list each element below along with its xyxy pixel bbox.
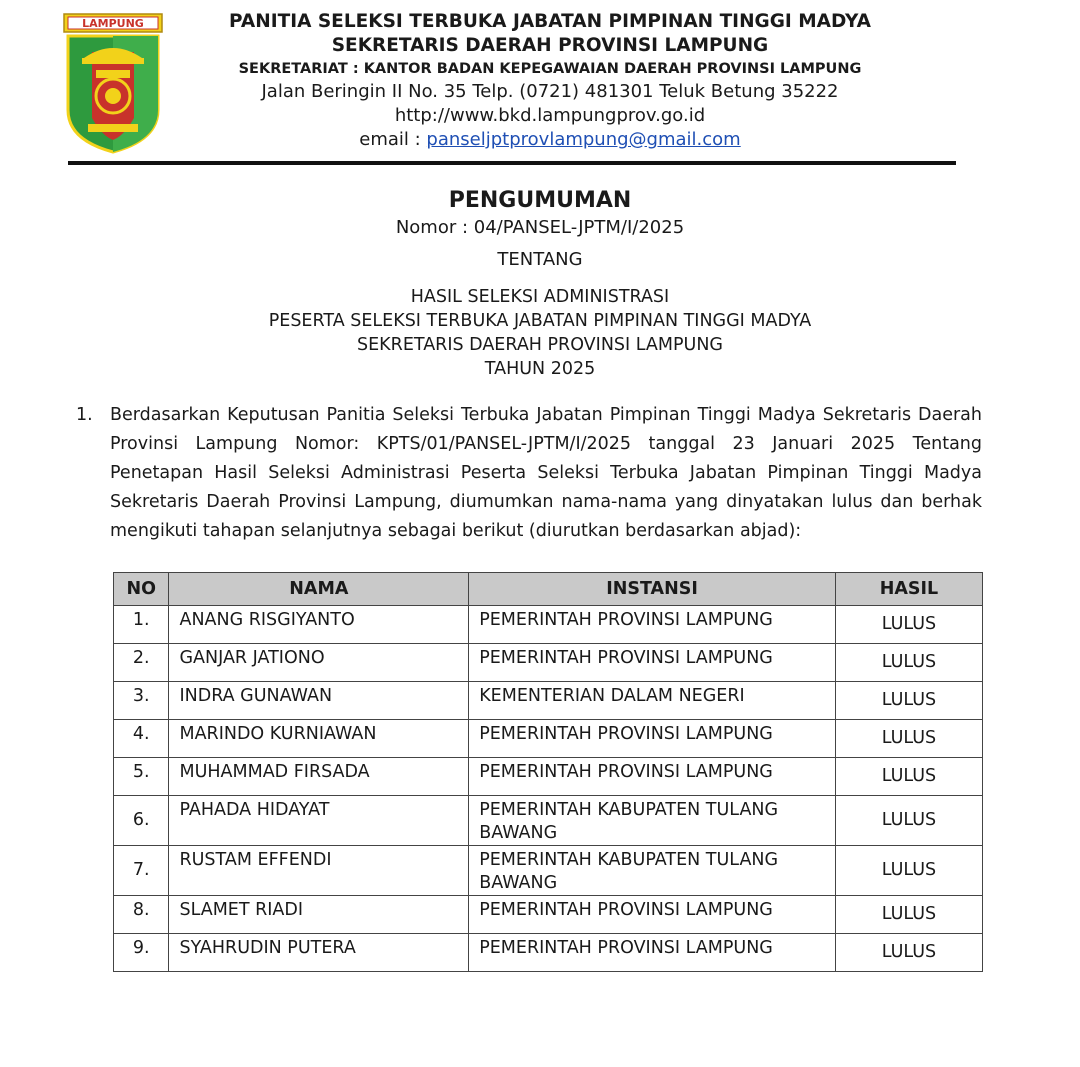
cell-hasil: LULUS xyxy=(835,758,982,796)
cell-no: 3. xyxy=(114,682,169,720)
cell-nama: PAHADA HIDAYAT xyxy=(169,796,469,846)
cell-hasil: LULUS xyxy=(835,796,982,846)
subject-line: HASIL SELEKSI ADMINISTRASI xyxy=(410,287,670,307)
committee-name: PANITIA SELEKSI TERBUKA JABATAN PIMPINAN TINGGI MADYA xyxy=(229,11,871,32)
cell-hasil: LULUS xyxy=(835,606,982,644)
paragraph-number: 1. xyxy=(76,405,93,425)
announcement-subject xyxy=(0,285,1080,381)
cell-nama: GANJAR JATIONO xyxy=(169,644,469,682)
cell-no: 6. xyxy=(114,796,169,846)
table-row xyxy=(114,896,983,934)
email-label: email : xyxy=(359,129,427,150)
cell-no: 1. xyxy=(114,606,169,644)
table-row xyxy=(114,606,983,644)
paragraph-text: Berdasarkan Keputusan Panitia Seleksi Terbuka Jabatan Pimpinan Tinggi Madya Sekretaris Daerah Provinsi Lampung Nomor: KPTS/01/PANSEL-JPTM/I/2025 tanggal 23 Januari 2025 Tentang Penetapan Hasil Seleksi Administrasi Peserta Seleksi Terbuka Jabatan Pimpinan Tinggi Madya Sekretaris Daerah Provinsi Lampung, diumumkan nama-nama yang dinyatakan lulus dan berhak mengikuti tahapan selanjutnya sebagai berikut (diurutkan berdasarkan abjad): xyxy=(110,405,982,541)
cell-nama: SYAHRUDIN PUTERA xyxy=(169,934,469,972)
logo-banner-text: LAMPUNG xyxy=(82,17,144,30)
cell-nama: SLAMET RIADI xyxy=(169,896,469,934)
cell-nama: RUSTAM EFFENDI xyxy=(169,846,469,896)
cell-no: 9. xyxy=(114,934,169,972)
cell-no: 7. xyxy=(114,846,169,896)
address-line: Jalan Beringin II No. 35 Telp. (0721) 481301 Teluk Betung 35222 xyxy=(261,81,839,102)
secretariat-line: SEKRETARIAT : KANTOR BADAN KEPEGAWAIAN DAERAH PROVINSI LAMPUNG xyxy=(238,61,862,77)
cell-instansi: PEMERINTAH PROVINSI LAMPUNG xyxy=(469,606,836,644)
cell-instansi: PEMERINTAH PROVINSI LAMPUNG xyxy=(469,720,836,758)
cell-instansi: PEMERINTAH KABUPATEN TULANG BAWANG xyxy=(469,796,836,846)
cell-instansi: PEMERINTAH PROVINSI LAMPUNG xyxy=(469,758,836,796)
cell-hasil: LULUS xyxy=(835,896,982,934)
cell-hasil: LULUS xyxy=(835,934,982,972)
email-line xyxy=(200,128,900,152)
cell-instansi: KEMENTERIAN DALAM NEGERI xyxy=(469,682,836,720)
letterhead xyxy=(200,10,900,152)
cell-hasil: LULUS xyxy=(835,720,982,758)
cell-no: 8. xyxy=(114,896,169,934)
subject-line: TAHUN 2025 xyxy=(484,359,596,379)
cell-instansi: PEMERINTAH KABUPATEN TULANG BAWANG xyxy=(469,846,836,896)
header-no: NO xyxy=(114,573,169,606)
website-line: http://www.bkd.lampungprov.go.id xyxy=(394,105,706,126)
cell-instansi: PEMERINTAH PROVINSI LAMPUNG xyxy=(469,934,836,972)
table-row xyxy=(114,934,983,972)
cell-nama: MUHAMMAD FIRSADA xyxy=(169,758,469,796)
email-link[interactable]: panseljptprovlampung@gmail.com xyxy=(426,129,741,150)
announcement-about-label: TENTANG xyxy=(497,249,583,270)
header-instansi: INSTANSI xyxy=(469,573,836,606)
position-name: SEKRETARIS DAERAH PROVINSI LAMPUNG xyxy=(331,35,769,56)
cell-nama: INDRA GUNAWAN xyxy=(169,682,469,720)
header-nama: NAMA xyxy=(169,573,469,606)
table-row xyxy=(114,682,983,720)
letterhead-divider xyxy=(68,161,956,165)
cell-no: 4. xyxy=(114,720,169,758)
cell-hasil: LULUS xyxy=(835,644,982,682)
table-row xyxy=(114,758,983,796)
cell-hasil: LULUS xyxy=(835,682,982,720)
cell-nama: MARINDO KURNIAWAN xyxy=(169,720,469,758)
header-hasil: HASIL xyxy=(835,573,982,606)
cell-nama: ANANG RISGIYANTO xyxy=(169,606,469,644)
cell-hasil: LULUS xyxy=(835,846,982,896)
table-header-row xyxy=(114,573,983,606)
table-row xyxy=(114,846,983,896)
table-row xyxy=(114,796,983,846)
announcement-number: Nomor : 04/PANSEL-JPTM/I/2025 xyxy=(395,217,685,238)
cell-instansi: PEMERINTAH PROVINSI LAMPUNG xyxy=(469,644,836,682)
table-row xyxy=(114,644,983,682)
lampung-emblem-logo xyxy=(62,12,164,154)
cell-no: 5. xyxy=(114,758,169,796)
table-row xyxy=(114,720,983,758)
cell-no: 2. xyxy=(114,644,169,682)
results-table xyxy=(113,572,983,972)
cell-instansi: PEMERINTAH PROVINSI LAMPUNG xyxy=(469,896,836,934)
subject-line: SEKRETARIS DAERAH PROVINSI LAMPUNG xyxy=(357,335,723,355)
subject-line: PESERTA SELEKSI TERBUKA JABATAN PIMPINAN TINGGI MADYA xyxy=(268,311,812,331)
announcement-title: PENGUMUMAN xyxy=(448,188,632,213)
